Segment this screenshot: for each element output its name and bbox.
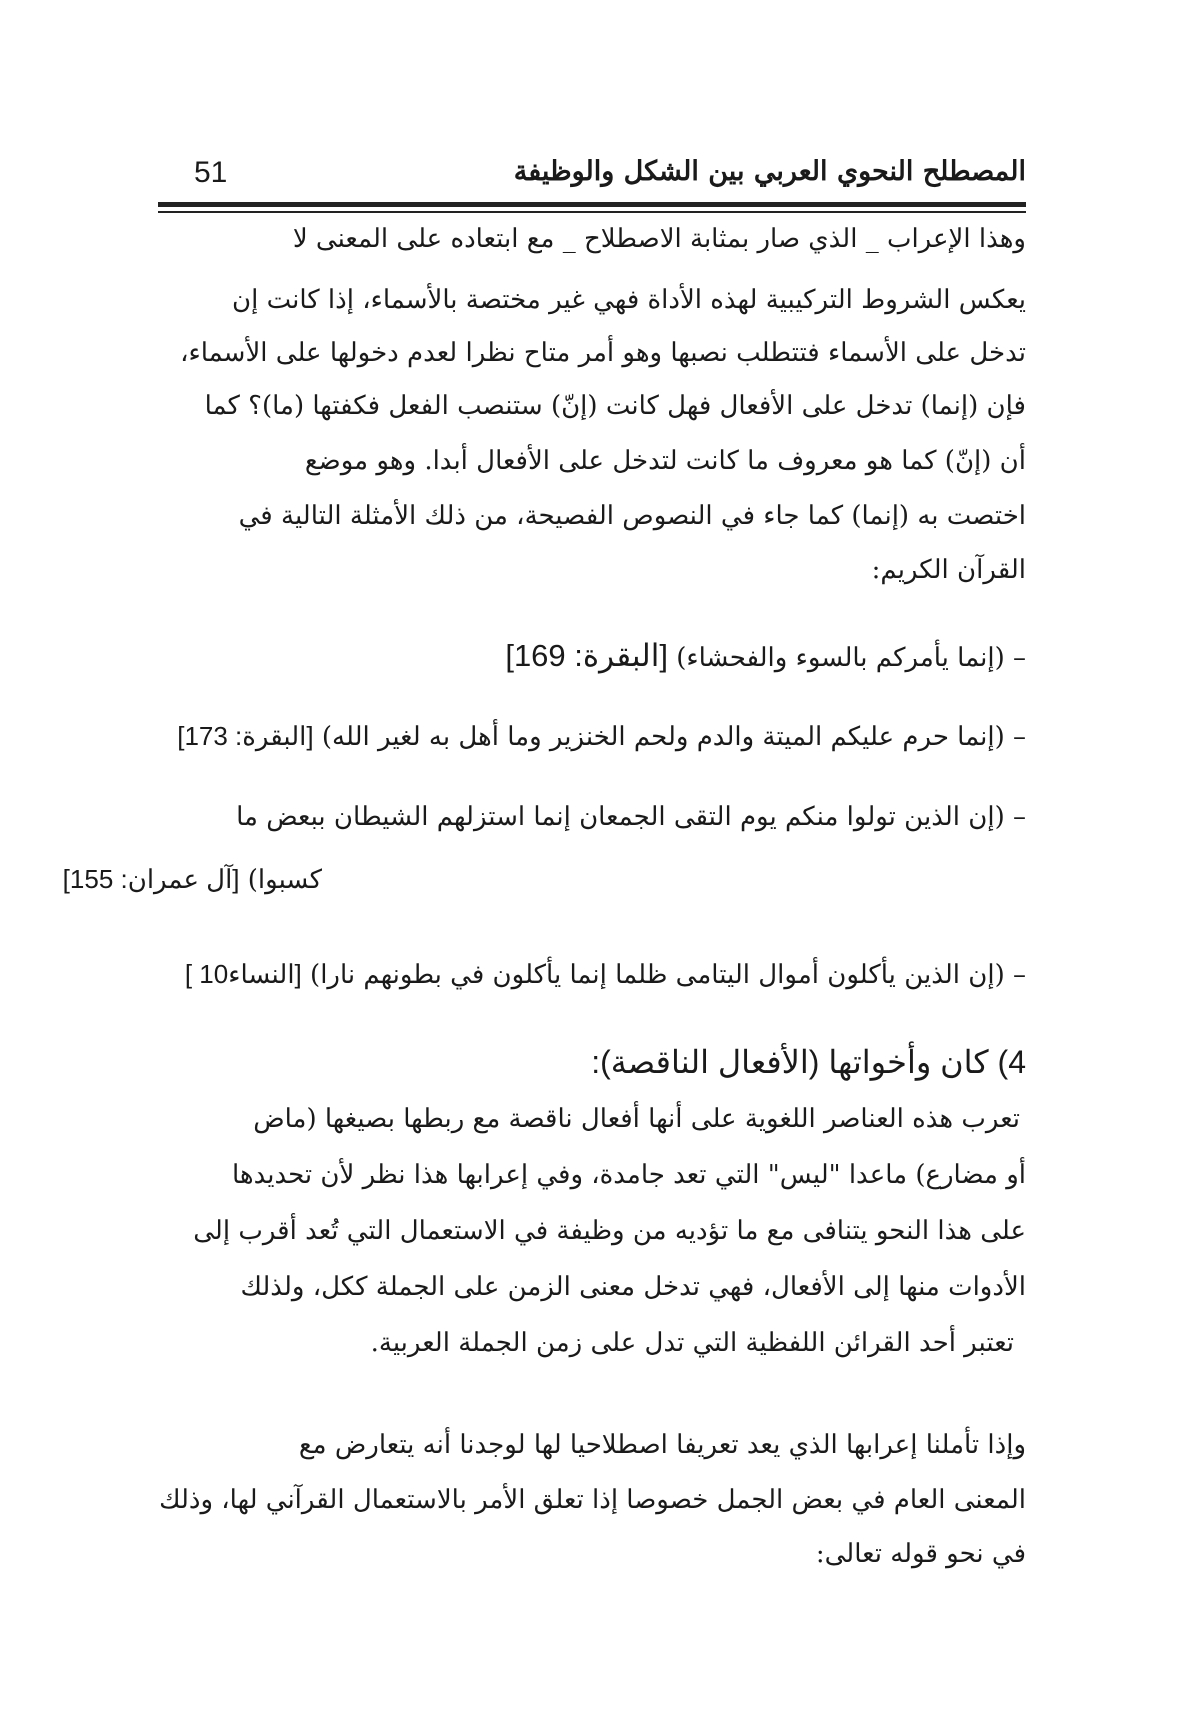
- section-heading: 4) كان وأخواتها (الأفعال الناقصة):: [591, 1044, 1026, 1080]
- header-rule-thin: [158, 211, 1026, 213]
- verse-text: – (إنما حرم عليكم الميتة والدم ولحم الخنزير وما أهل به لغير الله): [321, 722, 1026, 752]
- verse-citation: [النساء10 ]: [184, 959, 302, 989]
- running-title: المصطلح النحوي العربي بين الشكل والوظيفة: [513, 156, 1026, 187]
- verse-continuation: [63, 866, 322, 893]
- verse-item: [185, 961, 1026, 988]
- paragraph-line: في نحو قوله تعالى:: [815, 1539, 1026, 1569]
- paragraph-line: على هذا النحو يتنافى مع ما تؤديه من وظيفة في الاستعمال التي تُعد أقرب إلى: [193, 1216, 1026, 1246]
- header-rule-thick: [158, 202, 1026, 207]
- paragraph-line: المعنى العام في بعض الجمل خصوصا إذا تعلق الأمر بالاستعمال القرآني لها، وذلك: [159, 1485, 1026, 1515]
- paragraph-line: وإذا تأملنا إعرابها الذي يعد تعريفا اصطلاحيا لها لوجدنا أنه يتعارض مع: [298, 1430, 1026, 1460]
- running-header: [158, 150, 1026, 202]
- paragraph-line: تعتبر أحد القرائن اللفظية التي تدل على زمن الجملة العربية.: [370, 1328, 1014, 1358]
- paragraph-line: وهذا الإعراب _ الذي صار بمثابة الاصطلاح _ مع ابتعاده على المعنى لا: [292, 224, 1026, 254]
- paragraph-line: اختصت به (إنما) كما جاء في النصوص الفصيحة، من ذلك الأمثلة التالية في: [238, 501, 1026, 531]
- verse-text: كسبوا): [247, 865, 322, 895]
- verse-item: [236, 804, 1026, 830]
- paragraph-line: تعرب هذه العناصر اللغوية على أنها أفعال ناقصة مع ربطها بصيغها (ماض: [253, 1104, 1020, 1134]
- paragraph-line: تدخل على الأسماء فتتطلب نصبها وهو أمر متاح نظرا لعدم دخولها على الأسماء،: [180, 338, 1026, 368]
- paragraph-line: القرآن الكريم:: [871, 555, 1026, 585]
- paragraph-line: أن (إنّ) كما هو معروف ما كانت لتدخل على الأفعال أبدا. وهو موضع: [304, 446, 1026, 476]
- paragraph-line: فإن (إنما) تدخل على الأفعال فهل كانت (إنّ) ستنصب الفعل فكفتها (ما)؟ كما: [204, 391, 1026, 421]
- paragraph-line: يعكس الشروط التركيبية لهذه الأداة فهي غير مختصة بالأسماء، إذا كانت إن: [232, 285, 1026, 315]
- paragraph-line: الأدوات منها إلى الأفعال، فهي تدخل معنى الزمن على الجملة ككل، ولذلك: [240, 1272, 1026, 1302]
- verse-text: – (إن الذين تولوا منكم يوم التقى الجمعان إنما استزلهم الشيطان ببعض ما: [236, 802, 1026, 832]
- verse-item: [177, 723, 1026, 750]
- page-number: 51: [194, 156, 228, 189]
- verse-citation: [آل عمران: 155]: [62, 864, 240, 894]
- verse-citation: [البقرة: 173]: [177, 721, 314, 751]
- paragraph-line: أو مضارع) ماعدا "ليس" التي تعد جامدة، وفي إعرابها هذا نظر لأن تحديدها: [231, 1160, 1026, 1190]
- verse-citation: [البقرة: 169]: [505, 638, 668, 673]
- verse-item: [505, 640, 1026, 671]
- verse-text: – (إنما يأمركم بالسوء والفحشاء): [676, 643, 1026, 673]
- verse-text: – (إن الذين يأكلون أموال اليتامى ظلما إنما يأكلون في بطونهم نارا): [310, 960, 1026, 990]
